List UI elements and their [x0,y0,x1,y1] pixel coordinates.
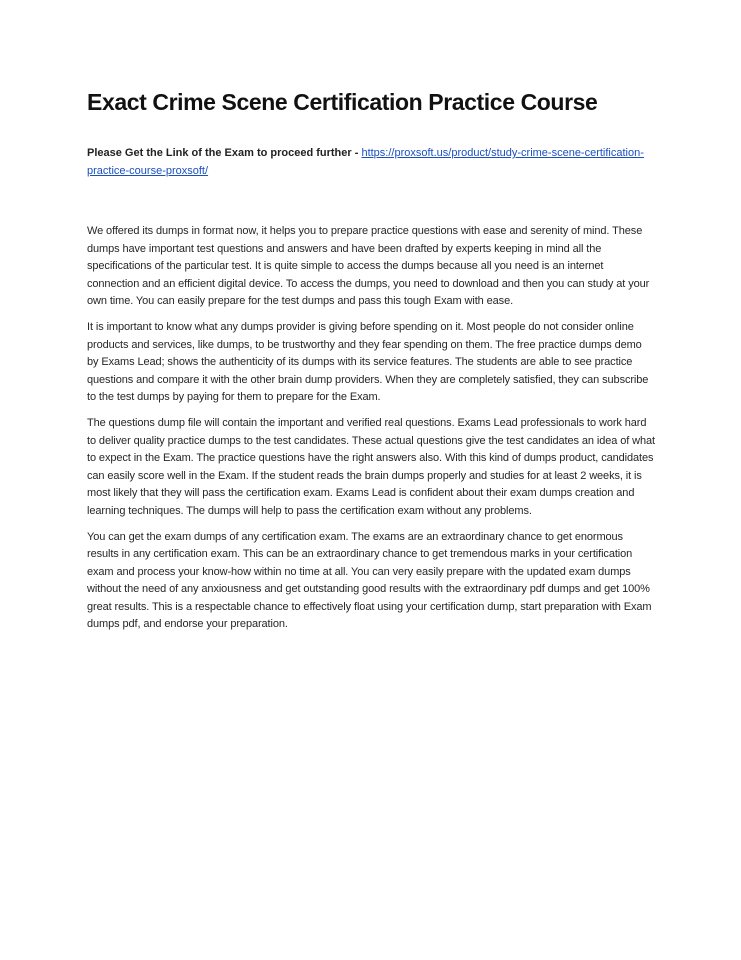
body-text [87,223,655,634]
paragraph-4: You can get the exam dumps of any certification exam. The exams are an extraordinary chance to get enormous results in any certification exam. This can be an extraordinary chance to get tremendous marks in your certification exam and process your know-how within no time at all. You can very easily prepare with the updated exam dumps without the need of any anxiousness and get outstanding good results with the extraordinary pdf dumps and get 100% great results. This is a respectable chance to effectively float using your certification dump, start preparation with Exam dumps pdf, and endorse your preparation. [87,530,652,631]
exam-link-line [87,145,655,180]
paragraph-1: We offered its dumps in format now, it helps you to prepare practice questions with ease and serenity of mind. These dumps have important test questions and answers and have been drafted by experts keeping in mind all the specifications of the particular test. It is quite simple to access the dumps because all you need is an internet connection and an efficient digital device. To access the dumps, you need to download and then you can study at your own time. You can easily prepare for the test dumps and pass this tough Exam with ease. [87,225,650,308]
page-title: Exact Crime Scene Certification Practice Course [87,89,598,115]
paragraph-2: It is important to know what any dumps provider is giving before spending on it. Most people do not consider online products and services, like dumps, to be trustworthy and they fear spending on them. The free practice dumps demo by Exams Lead; shows the authenticity of its dumps with its service features. The students are able to see practice questions and compare it with the other brain dump providers. When they are completely satisfied, they can subscribe to the test dumps by paying for them to prepare for the Exam. [87,320,649,404]
link-prompt: Please Get the Link of the Exam to proceed further - [87,147,362,159]
paragraph-3: The questions dump file will contain the important and verified real questions. Exams Lead professionals to work hard to deliver quality practice dumps to the test candidates. These actual questions give the test candidates an idea of what to expect in the Exam. The practice questions have the right answers also. With this kind of dumps product, candidates can easily score well in the Exam. If the student reads the brain dumps properly and studies for at least 2 weeks, it is most likely that they will pass the certification exam. Exams Lead is confident about their exam dumps creation and learning techniques. The dumps will help to pass the certification exam without any problems. [87,416,655,517]
exam-link[interactable]: https://proxsoft.us/product/study-crime-scene-certification-practice-course-proxsoft/ [87,147,644,177]
document-page [87,84,655,642]
